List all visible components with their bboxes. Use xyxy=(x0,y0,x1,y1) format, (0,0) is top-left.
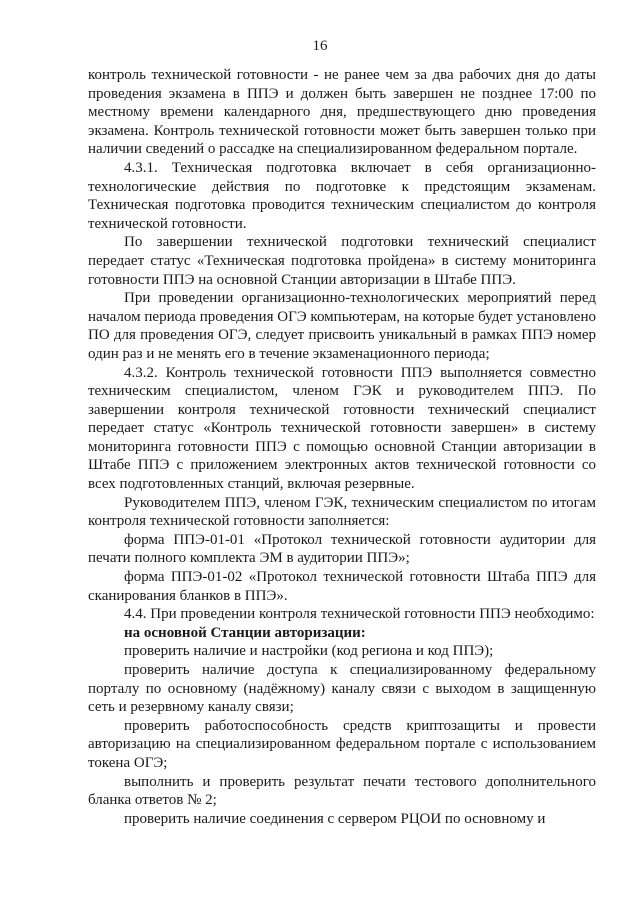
paragraph-4-3-2: 4.3.2. Контроль технической готовности ППЭ выполняется совместно техническим специалистом, членом ГЭК и руководителем ППЭ. По завершении контроля технической готовности технический специалист передает статус «Контроль технической готовности завершен» в систему мониторинга готовности ППЭ с помощью основной Станции авторизации в Штабе ППЭ с приложением электронных актов технической готовности со всех подготовленных станций, включая резервные. xyxy=(88,364,596,493)
paragraph-tech-readiness-deadline: контроль технической готовности - не ранее чем за два рабочих дня до даты проведения экзамена в ППЭ и должен быть завершен не позднее 17:00 по местному времени календарного дня, предшествующего дню проведения экзамена. Контроль технической готовности может быть завершен только при наличии сведений о рассадке на специализированном федеральном портале. xyxy=(88,67,596,158)
paragraph-4-3-1: 4.3.1. Техническая подготовка включает в себя организационно-технологические действия по подготовке к предстоящим экзаменам. Техническая подготовка проводится техническим специалистом до контроля технической готовности. xyxy=(88,159,596,232)
list-item-check-settings: проверить наличие и настройки (код региона и код ППЭ); xyxy=(124,643,494,660)
paragraph-tech-prep-status: По завершении технической подготовки технический специалист передает статус «Техническая подготовка пройдена» в систему мониторинга готовности ППЭ на основной Станции авторизации в Штабе ППЭ. xyxy=(88,234,596,288)
list-item-test-print: выполнить и проверить результат печати тестового дополнительного бланка ответов № 2; xyxy=(88,773,596,809)
heading-main-auth-station: на основной Станции авторизации: xyxy=(124,624,366,641)
page-number: 16 xyxy=(312,38,328,54)
document-body xyxy=(88,66,596,828)
paragraph-form-ppe-01-02: форма ППЭ-01-02 «Протокол технической готовности Штаба ППЭ для сканирования бланков в ППЭ». xyxy=(88,569,596,604)
paragraph-computer-numbering: При проведении организационно-технологических мероприятий перед началом периода проведения ОГЭ компьютерам, на которые будет установлено ПО для проведения ОГЭ, следует присвоить уникальный в рамках ППЭ номер один раз и не менять его в течение экзаменационного периода; xyxy=(88,290,596,362)
list-item-check-rcoi-connection: проверить наличие соединения с сервером РЦОИ по основному и xyxy=(124,810,546,827)
list-item-check-portal-access: проверить наличие доступа к специализированному федеральному порталу по основному (надёжному) каналу связи с выходом в защищенную сеть и резервному каналу связи; xyxy=(88,662,596,716)
paragraph-forms-intro: Руководителем ППЭ, членом ГЭК, техническим специалистом по итогам контроля технической готовности заполняется: xyxy=(88,494,596,530)
list-item-check-crypto: проверить работоспособность средств криптозащиты и провести авторизацию на специализированном федеральном портале с использованием токена ОГЭ; xyxy=(88,717,596,771)
paragraph-form-ppe-01-01: форма ППЭ-01-01 «Протокол технической готовности аудитории для печати полного комплекта ЭМ в аудитории ППЭ»; xyxy=(88,531,596,567)
paragraph-4-4: 4.4. При проведении контроля технической готовности ППЭ необходимо: xyxy=(124,606,595,623)
